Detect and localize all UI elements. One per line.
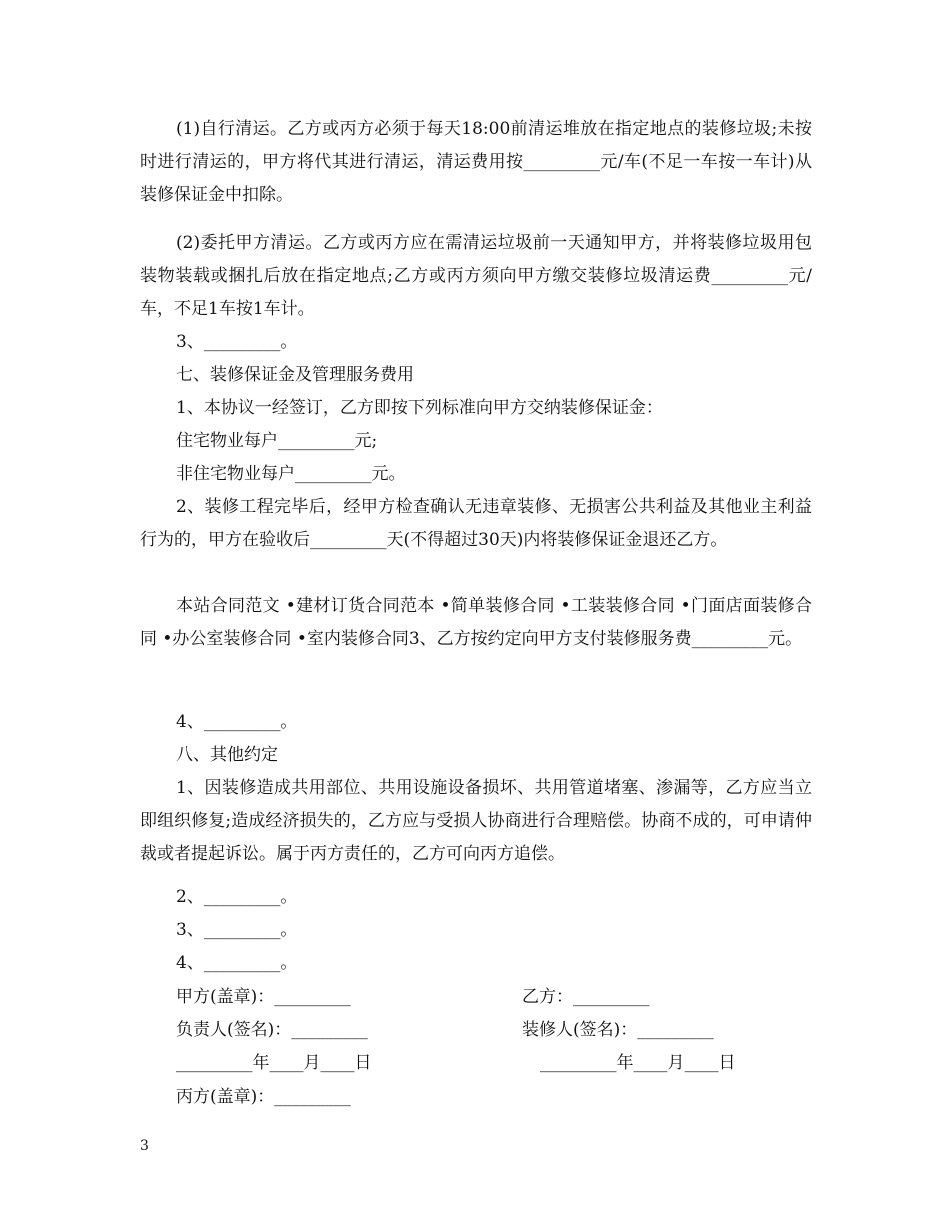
paragraph-other-item-4: 4、_________。 xyxy=(176,953,298,973)
signature-party-a: 甲方(盖章)：_________ xyxy=(176,987,351,1007)
paragraph-service-fee: 本站合同范文 •建材订货合同范本 •简单装修合同 •工装装修合同 •门面店面装修合同 •办公室装修合同 •室内装修合同3、乙方按约定向甲方支付装修服务费_________元。 xyxy=(140,596,812,649)
date-right: _________年____月____日 xyxy=(540,1053,736,1073)
paragraph-damage-liability: 1、因装修造成共用部位、共用设施设备损坏、共用管道堵塞、渗漏等，乙方应当立即组织修复;造成经济损失的，乙方应与受损人协商进行合理赔偿。协商不成的，可申请仲裁或者提起诉讼。属于丙方责任的，乙方可向丙方追偿。 xyxy=(140,778,812,864)
section-heading-8: 八、其他约定 xyxy=(176,745,278,765)
signature-party-c: 丙方(盖章)：_________ xyxy=(176,1087,351,1107)
signature-decorator: 装修人(签名)：_________ xyxy=(522,1020,714,1040)
paragraph-other-item-2: 2、_________。 xyxy=(176,887,298,907)
section-heading-7: 七、装修保证金及管理服务费用 xyxy=(176,365,414,385)
paragraph-deposit-refund: 2、装修工程完毕后，经甲方检查确认无违章装修、无损害公共利益及其他业主利益行为的，甲方在验收后_________天(不得超过30天)内将装修保证金退还乙方。 xyxy=(140,497,812,550)
paragraph-entrusted-removal: (2)委托甲方清运。乙方或丙方应在需清运垃圾前一天通知甲方，并将装修垃圾用包装物装载或捆扎后放在指定地点;乙方或丙方须向甲方缴交装修垃圾清运费_________元/车，不足1车按1车计。 xyxy=(140,233,812,319)
paragraph-item-3: 3、_________。 xyxy=(176,332,298,352)
paragraph-self-removal: (1)自行清运。乙方或丙方必须于每天18:00前清运堆放在指定地点的装修垃圾;未按时进行清运的，甲方将代其进行清运，清运费用按_________元/车(不足一车按一车计)从装修保证金中扣除。 xyxy=(140,119,812,205)
paragraph-nonresidential-deposit: 非住宅物业每户_________元。 xyxy=(176,464,406,484)
paragraph-residential-deposit: 住宅物业每户_________元; xyxy=(176,431,378,451)
paragraph-item-4: 4、_________。 xyxy=(176,712,298,732)
signature-responsible-person: 负责人(签名)：_________ xyxy=(176,1020,368,1040)
signature-party-b: 乙方：_________ xyxy=(522,987,650,1007)
page-number: 3 xyxy=(140,1138,149,1154)
date-left: _________年____月____日 xyxy=(176,1053,372,1073)
paragraph-other-item-3: 3、_________。 xyxy=(176,920,298,940)
paragraph-deposit-intro: 1、本协议一经签订，乙方即按下列标准向甲方交纳装修保证金： xyxy=(176,398,663,418)
